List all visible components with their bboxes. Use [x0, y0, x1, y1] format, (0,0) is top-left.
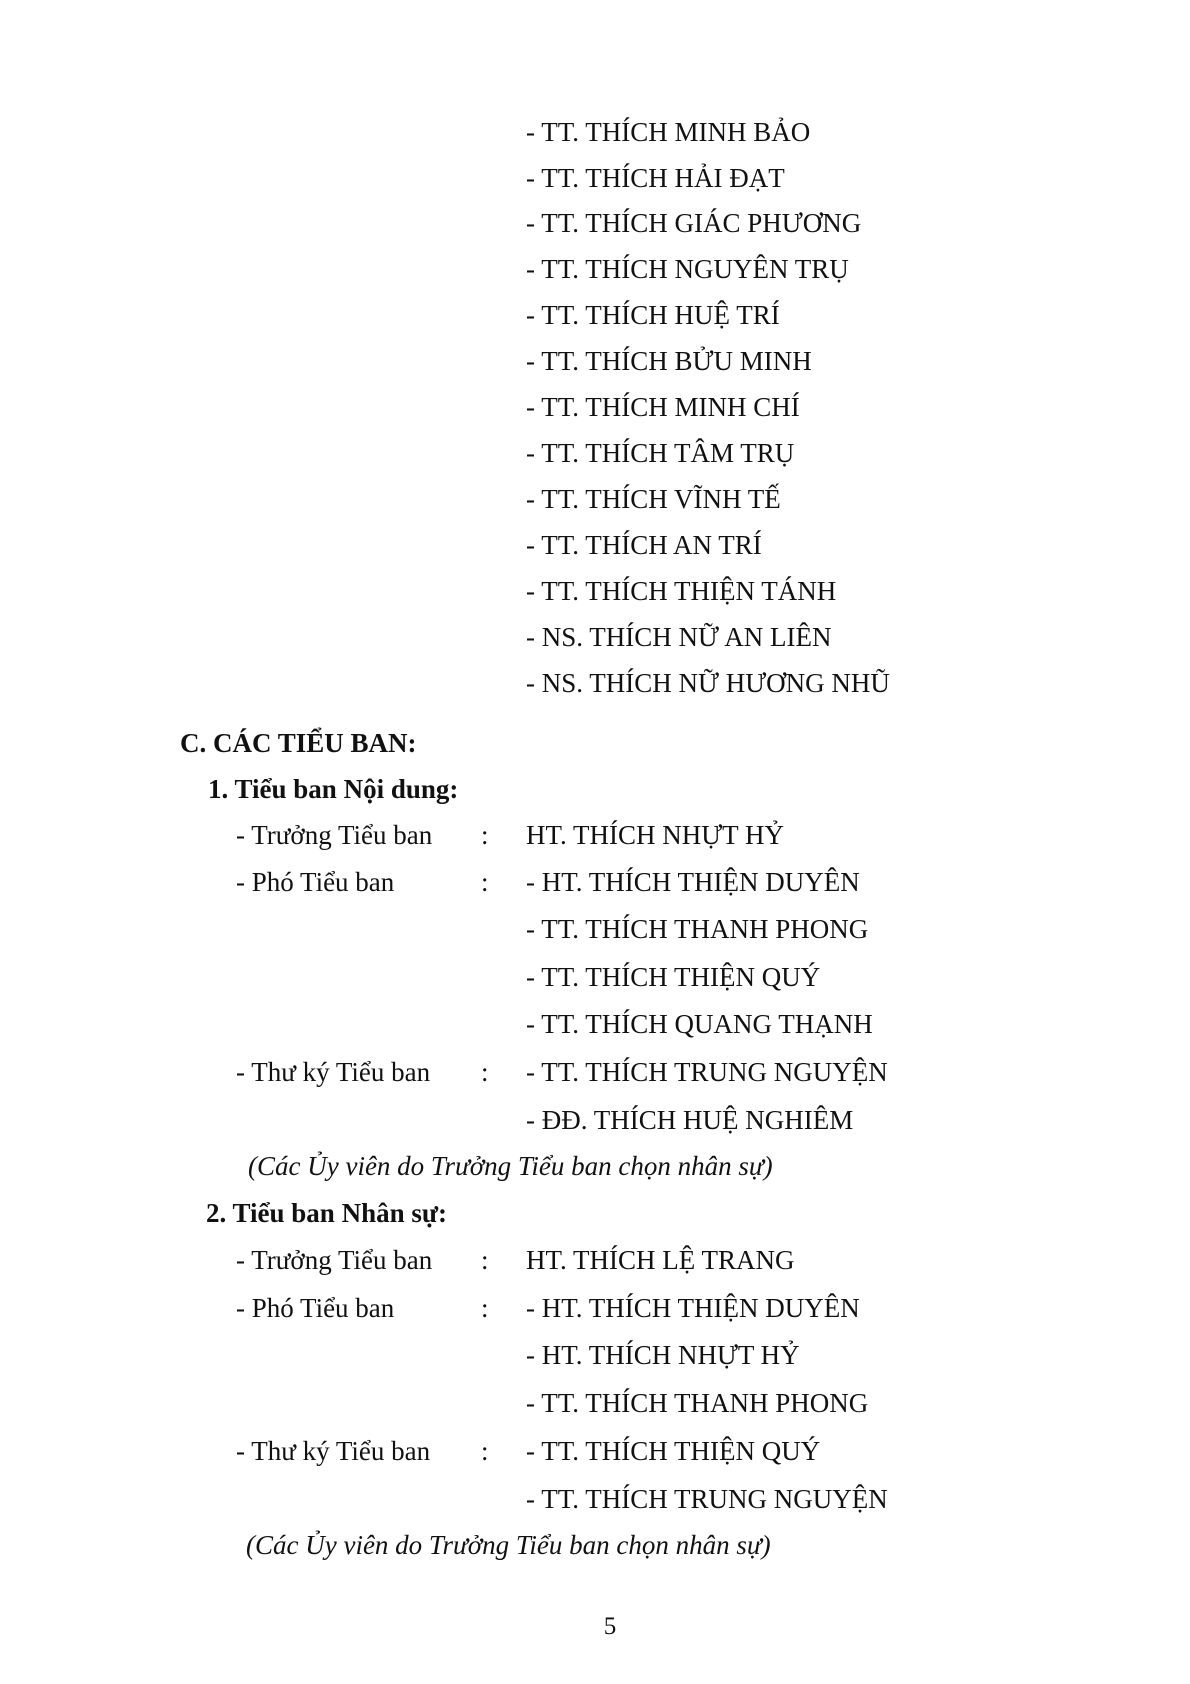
deputy-label: - Phó Tiểu ban — [236, 1293, 395, 1323]
subcommittee-title: 1. Tiểu ban Nội dung: — [208, 774, 459, 804]
list-item: - HT. THÍCH THIỆN DUYÊN — [526, 1293, 860, 1323]
list-item: - TT. THÍCH MINH CHÍ — [526, 392, 800, 422]
list-item: - TT. THÍCH TÂM TRỤ — [526, 438, 795, 468]
colon: : — [481, 1057, 489, 1087]
colon: : — [481, 1436, 489, 1466]
colon: : — [481, 1293, 489, 1323]
head-label: - Trưởng Tiểu ban — [236, 1245, 433, 1275]
list-item: - TT. THÍCH MINH BẢO — [526, 117, 811, 147]
list-item: - TT. THÍCH THIỆN TÁNH — [526, 576, 837, 606]
secretary-label: - Thư ký Tiểu ban — [236, 1436, 431, 1466]
list-item: - HT. THÍCH THIỆN DUYÊN — [526, 867, 860, 897]
list-item: - TT. THÍCH THIỆN QUÝ — [526, 1436, 821, 1466]
section-title: C. CÁC TIỂU BAN: — [180, 728, 417, 758]
list-item: - TT. THÍCH TRUNG NGUYỆN — [526, 1484, 888, 1514]
list-item: - TT. THÍCH THIỆN QUÝ — [526, 962, 821, 992]
deputy-label: - Phó Tiểu ban — [236, 867, 395, 897]
colon: : — [481, 820, 489, 850]
colon: : — [481, 1245, 489, 1275]
list-item: - TT. THÍCH HẢI ĐẠT — [526, 163, 785, 193]
head-value: HT. THÍCH LỆ TRANG — [526, 1245, 795, 1275]
list-item: - TT. THÍCH QUANG THẠNH — [526, 1009, 873, 1039]
head-label: - Trưởng Tiểu ban — [236, 820, 433, 850]
note: (Các Ủy viên do Trưởng Tiểu ban chọn nhân sự) — [246, 1530, 771, 1560]
list-item: - TT. THÍCH GIÁC PHƯƠNG — [526, 208, 862, 238]
list-item: - NS. THÍCH NỮ HƯƠNG NHŨ — [526, 668, 890, 698]
list-item: - TT. THÍCH NGUYÊN TRỤ — [526, 254, 849, 284]
list-item: - TT. THÍCH HUỆ TRÍ — [526, 300, 780, 330]
subcommittee-title: 2. Tiểu ban Nhân sự: — [206, 1198, 448, 1228]
note: (Các Ủy viên do Trưởng Tiểu ban chọn nhân sự) — [248, 1151, 773, 1181]
page-number: 5 — [603, 1613, 617, 1640]
list-item: - TT. THÍCH AN TRÍ — [526, 530, 762, 560]
list-item: - NS. THÍCH NỮ AN LIÊN — [526, 622, 832, 652]
secretary-label: - Thư ký Tiểu ban — [236, 1057, 431, 1087]
list-item: - HT. THÍCH NHỰT HỶ — [526, 1340, 800, 1370]
colon: : — [481, 867, 489, 897]
head-value: HT. THÍCH NHỰT HỶ — [526, 820, 784, 850]
list-item: - TT. THÍCH VĨNH TẾ — [526, 484, 781, 514]
list-item: - TT. THÍCH BỬU MINH — [526, 346, 812, 376]
list-item: - TT. THÍCH THANH PHONG — [526, 914, 869, 944]
list-item: - TT. THÍCH THANH PHONG — [526, 1388, 869, 1418]
list-item: - ĐĐ. THÍCH HUỆ NGHIÊM — [526, 1105, 854, 1135]
list-item: - TT. THÍCH TRUNG NGUYỆN — [526, 1057, 888, 1087]
